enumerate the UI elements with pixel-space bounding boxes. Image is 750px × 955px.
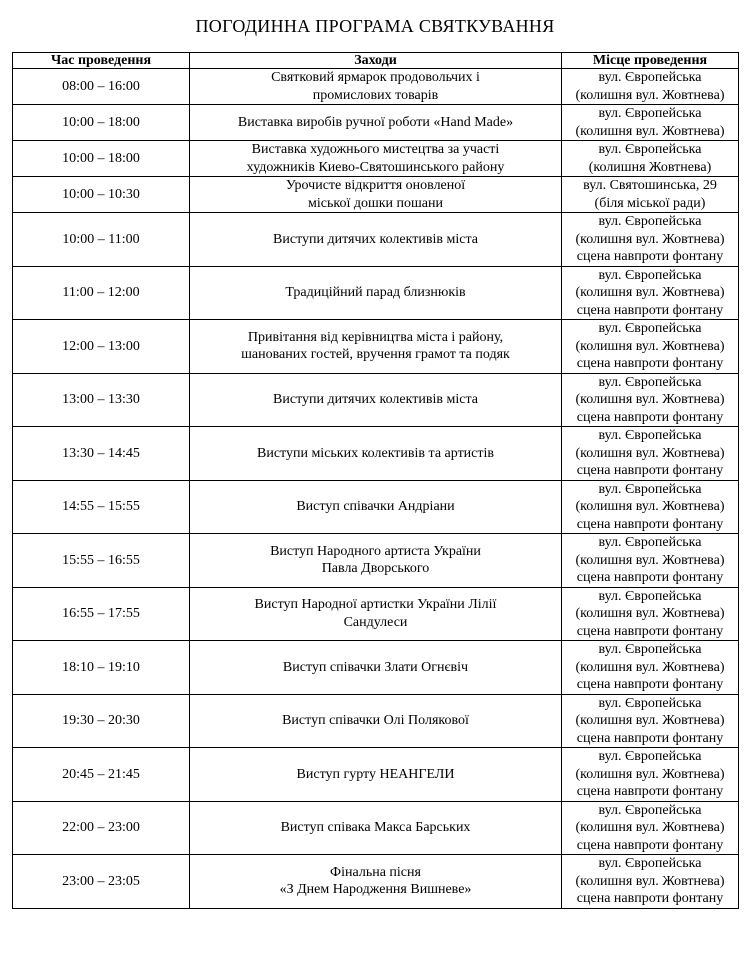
event-name bbox=[190, 141, 562, 177]
event-name bbox=[190, 177, 562, 213]
event-place bbox=[562, 105, 739, 141]
event-time: 15:55 – 16:55 bbox=[13, 534, 190, 588]
table-row bbox=[13, 105, 739, 141]
event-name-line: Урочисте відкриття оновленої bbox=[285, 178, 466, 193]
event-place-line: (колишня вул. Жовтнева) bbox=[575, 231, 725, 247]
event-name bbox=[190, 373, 562, 427]
event-name bbox=[190, 69, 562, 105]
event-place-line: вул. Європейська bbox=[598, 481, 702, 497]
event-place-line: (колишня вул. Жовтнева) bbox=[575, 659, 725, 675]
event-place bbox=[562, 534, 739, 588]
table-row bbox=[13, 748, 739, 802]
event-place-line: сцена навпроти фонтану bbox=[576, 784, 724, 799]
event-place-line: сцена навпроти фонтану bbox=[576, 249, 724, 264]
event-name-line: Виступи дитячих колективів міста bbox=[273, 231, 478, 247]
event-place-line: сцена навпроти фонтану bbox=[576, 570, 724, 585]
event-place bbox=[562, 141, 739, 177]
table-row bbox=[13, 694, 739, 748]
event-place-line: (колишня вул. Жовтнева) bbox=[575, 87, 725, 103]
event-name-line: Виступ Народної артистки України Лілії bbox=[254, 597, 497, 613]
page-title: ПОГОДИННА ПРОГРАМА СВЯТКУВАННЯ bbox=[195, 16, 555, 36]
event-place bbox=[562, 694, 739, 748]
event-place-line: вул. Європейська bbox=[598, 321, 702, 336]
event-name bbox=[190, 427, 562, 481]
event-name bbox=[190, 266, 562, 320]
table-row bbox=[13, 177, 739, 213]
event-place-line: (колишня вул. Жовтнева) bbox=[575, 873, 725, 889]
table-row bbox=[13, 480, 739, 534]
event-name-line: Виступ Народного артиста України bbox=[270, 543, 481, 559]
event-place bbox=[562, 480, 739, 534]
table-row bbox=[13, 141, 739, 177]
event-time: 13:30 – 14:45 bbox=[13, 427, 190, 481]
event-time: 23:00 – 23:05 bbox=[13, 855, 190, 909]
event-time: 10:00 – 10:30 bbox=[13, 177, 190, 213]
event-place bbox=[562, 266, 739, 320]
event-place-line: вул. Святошинська, 29 bbox=[583, 178, 717, 193]
event-place bbox=[562, 373, 739, 427]
event-place-line: сцена навпроти фонтану bbox=[576, 516, 724, 532]
column-header-events: Заходи bbox=[190, 53, 562, 69]
table-row bbox=[13, 801, 739, 855]
event-name bbox=[190, 801, 562, 855]
event-time: 13:00 – 13:30 bbox=[13, 373, 190, 427]
event-time: 19:30 – 20:30 bbox=[13, 694, 190, 748]
event-name-line: шанованих гостей, вручення грамот та подяк bbox=[241, 347, 510, 363]
event-time: 10:00 – 18:00 bbox=[13, 141, 190, 177]
event-place-line: (колишня Жовтнева) bbox=[588, 159, 712, 175]
event-time: 22:00 – 23:00 bbox=[13, 801, 190, 855]
event-time: 10:00 – 18:00 bbox=[13, 105, 190, 141]
event-place-line: вул. Європейська bbox=[598, 802, 702, 818]
event-place-line: вул. Європейська bbox=[598, 535, 702, 550]
event-name-line: Виступ співачки Злати Огнєвіч bbox=[282, 659, 469, 675]
event-name-line: Виступ співака Макса Барських bbox=[280, 820, 471, 835]
event-time: 20:45 – 21:45 bbox=[13, 748, 190, 802]
schedule-body bbox=[13, 69, 739, 909]
event-place-line: (колишня вул. Жовтнева) bbox=[575, 766, 725, 782]
event-place bbox=[562, 801, 739, 855]
event-place-line: вул. Європейська bbox=[598, 749, 702, 764]
table-row bbox=[13, 534, 739, 588]
event-name-line: художників Киево-Святошинського району bbox=[246, 159, 505, 175]
event-name-line: Виступ співачки Олі Полякової bbox=[282, 713, 469, 728]
event-time: 16:55 – 17:55 bbox=[13, 587, 190, 641]
event-name-line: міської дошки пошани bbox=[308, 195, 443, 211]
table-row bbox=[13, 641, 739, 695]
event-place-line: (колишня вул. Жовтнева) bbox=[575, 338, 725, 354]
event-place bbox=[562, 587, 739, 641]
table-row bbox=[13, 69, 739, 105]
event-place bbox=[562, 69, 739, 105]
event-place-line: сцена навпроти фонтану bbox=[576, 302, 724, 318]
event-place-line: вул. Європейська bbox=[598, 374, 702, 390]
event-place-line: вул. Європейська bbox=[598, 106, 702, 121]
event-place-line: сцена навпроти фонтану bbox=[576, 623, 724, 639]
event-name-line: Виступ гурту НЕАНГЕЛИ bbox=[296, 766, 455, 782]
event-place-line: вул. Європейська bbox=[598, 214, 702, 229]
event-name bbox=[190, 855, 562, 909]
event-name bbox=[190, 213, 562, 267]
event-place bbox=[562, 177, 739, 213]
event-name bbox=[190, 534, 562, 588]
event-place-line: сцена навпроти фонтану bbox=[576, 837, 724, 853]
table-row bbox=[13, 213, 739, 267]
event-place-line: (колишня вул. Жовтнева) bbox=[575, 123, 725, 139]
event-name bbox=[190, 480, 562, 534]
event-place-line: сцена навпроти фонтану bbox=[576, 409, 724, 425]
event-time: 12:00 – 13:00 bbox=[13, 320, 190, 374]
event-place-line: (колишня вул. Жовтнева) bbox=[575, 552, 725, 568]
event-place-line: сцена навпроти фонтану bbox=[576, 891, 724, 906]
event-place-line: вул. Європейська bbox=[598, 267, 702, 283]
event-name-line: Виступ співачки Андріани bbox=[296, 499, 455, 514]
event-place-line: вул. Європейська bbox=[598, 428, 702, 443]
table-row bbox=[13, 855, 739, 909]
event-name-line: Фінальна пісня bbox=[330, 864, 421, 880]
event-name-line: Павла Дворського bbox=[321, 561, 430, 577]
event-place-line: сцена навпроти фонтану bbox=[576, 677, 724, 692]
event-place-line: вул. Європейська bbox=[598, 70, 702, 85]
event-place bbox=[562, 213, 739, 267]
event-place-line: вул. Європейська bbox=[598, 695, 702, 711]
event-time: 18:10 – 19:10 bbox=[13, 641, 190, 695]
event-place-line: (колишня вул. Жовтнева) bbox=[575, 606, 725, 621]
event-place-line: вул. Європейська bbox=[598, 642, 702, 657]
event-place-line: (колишня вул. Жовтнева) bbox=[575, 285, 725, 300]
event-place bbox=[562, 641, 739, 695]
event-place-line: (колишня вул. Жовтнева) bbox=[575, 499, 725, 514]
event-place bbox=[562, 748, 739, 802]
event-name-line: Виставка виробів ручної роботи «Hand Made» bbox=[237, 114, 514, 130]
event-time: 08:00 – 16:00 bbox=[13, 69, 190, 105]
event-name-line: Традиційний парад близнюків bbox=[285, 285, 466, 300]
event-name-line: «З Днем Народження Вишневе» bbox=[279, 882, 472, 898]
event-place bbox=[562, 320, 739, 374]
event-name-line: Сандулеси bbox=[343, 614, 408, 630]
event-name-line: Святковий ярмарок продовольчих і bbox=[271, 70, 480, 85]
event-place-line: сцена навпроти фонтану bbox=[576, 463, 724, 478]
event-name bbox=[190, 587, 562, 641]
event-place-line: (колишня вул. Жовтнева) bbox=[575, 392, 725, 407]
table-row bbox=[13, 427, 739, 481]
event-place-line: (колишня вул. Жовтнева) bbox=[575, 713, 725, 728]
event-place bbox=[562, 855, 739, 909]
event-place-line: (колишня вул. Жовтнева) bbox=[575, 445, 725, 461]
event-place-line: сцена навпроти фонтану bbox=[576, 730, 724, 746]
event-name-line: Виступи дитячих колективів міста bbox=[273, 392, 478, 407]
event-name bbox=[190, 320, 562, 374]
event-name bbox=[190, 105, 562, 141]
event-place-line: вул. Європейська bbox=[598, 856, 702, 871]
event-place-line: (колишня вул. Жовтнева) bbox=[575, 820, 725, 835]
column-header-time: Час проведення bbox=[13, 53, 190, 69]
event-time: 11:00 – 12:00 bbox=[13, 266, 190, 320]
table-header-row bbox=[13, 53, 739, 69]
table-row bbox=[13, 266, 739, 320]
table-row bbox=[13, 320, 739, 374]
event-place-line: (біля міської ради) bbox=[594, 195, 706, 211]
table-row bbox=[13, 373, 739, 427]
event-name-line: Привітання від керівництва міста і району, bbox=[247, 329, 504, 345]
event-place-line: вул. Європейська bbox=[598, 588, 702, 604]
column-header-place: Місце проведення bbox=[562, 53, 739, 69]
event-name-line: промислових товарів bbox=[312, 87, 439, 103]
event-name-line: Виступи міських колективів та артистів bbox=[256, 445, 495, 461]
event-name bbox=[190, 694, 562, 748]
event-place bbox=[562, 427, 739, 481]
event-time: 10:00 – 11:00 bbox=[13, 213, 190, 267]
event-name bbox=[190, 748, 562, 802]
schedule-table bbox=[12, 52, 739, 909]
event-place-line: вул. Європейська bbox=[598, 142, 702, 157]
event-name-line: Виставка художнього мистецтва за участі bbox=[251, 142, 500, 157]
table-row bbox=[13, 587, 739, 641]
event-name bbox=[190, 641, 562, 695]
event-place-line: сцена навпроти фонтану bbox=[576, 356, 724, 371]
event-time: 14:55 – 15:55 bbox=[13, 480, 190, 534]
